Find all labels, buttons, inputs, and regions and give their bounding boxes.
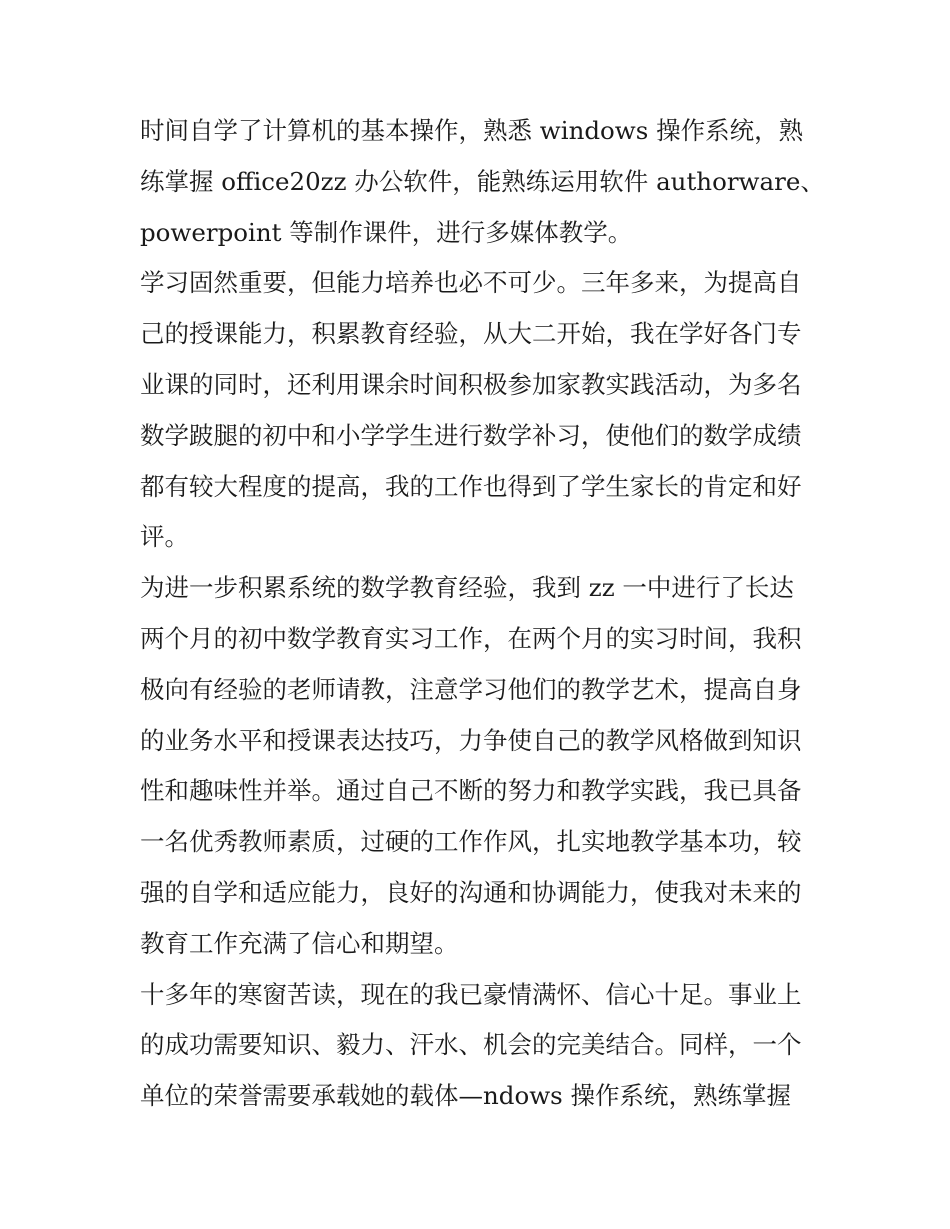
text-line: 性和趣味性并举。通过自己不断的努力和教学实践，我已具备 (140, 776, 802, 806)
text-line: powerpoint 等制作课件，进行多媒体教学。 (140, 217, 633, 247)
text-line: 教育工作充满了信心和期望。 (140, 928, 459, 958)
text-line: 业课的同时，还利用课余时间积极参加家教实践活动，为多名 (140, 369, 802, 399)
text-line: 的业务水平和授课表达技巧，力争使自己的教学风格做到知识 (140, 725, 802, 755)
text-line: 一名优秀教师素质，过硬的工作作风，扎实地教学基本功，较 (140, 827, 802, 857)
text-line: 时间自学了计算机的基本操作，熟悉 windows 操作系统，熟 (140, 116, 804, 145)
document-body (140, 106, 825, 1122)
text-line: 评。 (140, 522, 189, 552)
text-line: 学习固然重要，但能力培养也必不可少。三年多来，为提高自 (140, 268, 802, 298)
text-line: 极向有经验的老师请教，注意学习他们的教学艺术，提高自身 (140, 674, 802, 704)
text-line: 练掌握 office20zz 办公软件，能熟练运用软件 authorware、 (140, 166, 825, 196)
text-line: 强的自学和适应能力，良好的沟通和协调能力，使我对未来的 (140, 877, 802, 907)
text-line: 为进一步积累系统的数学教育经验，我到 zz 一中进行了长达 (140, 573, 794, 603)
text-line: 都有较大程度的提高，我的工作也得到了学生家长的肯定和好 (140, 471, 802, 501)
text-line: 单位的荣誉需要承载她的载体—ndows 操作系统，熟练掌握 (140, 1081, 792, 1111)
text-line: 己的授课能力，积累教育经验，从大二开始，我在学好各门专 (140, 319, 802, 349)
text-line: 两个月的初中数学教育实习工作，在两个月的实习时间，我积 (140, 623, 802, 653)
text-line: 十多年的寒窗苦读，现在的我已豪情满怀、信心十足。事业上 (140, 979, 802, 1009)
text-line: 的成功需要知识、毅力、汗水、机会的完美结合。同样，一个 (140, 1030, 802, 1060)
text-line: 数学跛腿的初中和小学学生进行数学补习，使他们的数学成绩 (140, 420, 802, 450)
